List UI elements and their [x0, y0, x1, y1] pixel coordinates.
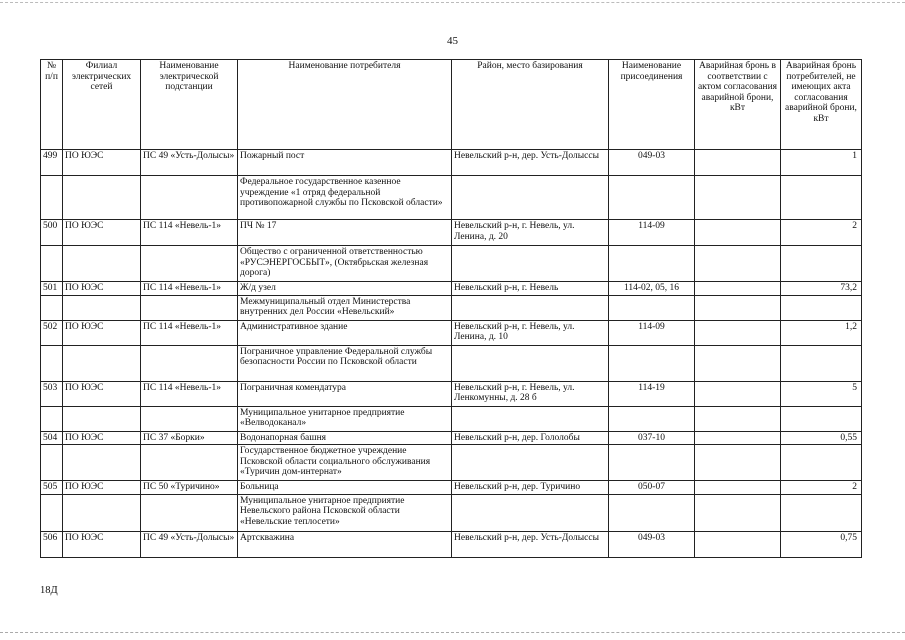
- cell-connection: 049-03: [609, 150, 695, 176]
- cell-reserve-act: [695, 295, 781, 320]
- table-row-organization: [41, 494, 862, 531]
- cell-reserve-act: [695, 481, 781, 495]
- cell-consumer: Пограничное управление Федеральной службы безопасности России по Псковской области: [238, 345, 452, 381]
- cell-substation: [141, 176, 238, 220]
- header-num: № п/п: [41, 60, 63, 150]
- cell-num: 499: [41, 150, 63, 176]
- cell-branch: ПО ЮЭС: [63, 320, 141, 345]
- cell-location: [452, 246, 609, 282]
- cell-substation: [141, 295, 238, 320]
- header-reserve-act: Аварийная бронь в соответствии с актом согласования аварийной брони, кВт: [695, 60, 781, 150]
- cell-consumer: Федеральное государственное казенное учреждение «1 отряд федеральной противопожарной службы по Псковской области»: [238, 176, 452, 220]
- cell-num: [41, 406, 63, 431]
- cell-branch: ПО ЮЭС: [63, 381, 141, 406]
- cell-reserve-act: [695, 150, 781, 176]
- cell-location: [452, 494, 609, 531]
- cell-location: Невельский р-н, г. Невель, ул. Ленина, д. 10: [452, 320, 609, 345]
- cell-branch: ПО ЮЭС: [63, 531, 141, 557]
- cell-num: [41, 345, 63, 381]
- cell-connection: 114-02, 05, 16: [609, 282, 695, 296]
- cell-connection: 037-10: [609, 431, 695, 445]
- cell-connection: [609, 406, 695, 431]
- cell-substation: ПС 114 «Невель-1»: [141, 220, 238, 246]
- cell-num: 503: [41, 381, 63, 406]
- cell-reserve-act: [695, 282, 781, 296]
- cell-reserve-act: [695, 494, 781, 531]
- cell-reserve-no-act: [781, 406, 862, 431]
- cell-consumer: Межмуниципальный отдел Министерства внутренних дел России «Невельский»: [238, 295, 452, 320]
- cell-num: 505: [41, 481, 63, 495]
- cell-substation: ПС 114 «Невель-1»: [141, 381, 238, 406]
- cell-consumer: Административное здание: [238, 320, 452, 345]
- cell-reserve-no-act: 0,55: [781, 431, 862, 445]
- cell-consumer: Ж/д узел: [238, 282, 452, 296]
- cell-num: 500: [41, 220, 63, 246]
- cell-location: [452, 406, 609, 431]
- cell-location: [452, 176, 609, 220]
- cell-reserve-act: [695, 320, 781, 345]
- cell-num: [41, 246, 63, 282]
- table-row: [41, 282, 862, 296]
- cell-branch: [63, 445, 141, 481]
- table-row: [41, 531, 862, 557]
- table-row-organization: [41, 406, 862, 431]
- cell-connection: [609, 246, 695, 282]
- cell-reserve-no-act: [781, 176, 862, 220]
- cell-reserve-act: [695, 345, 781, 381]
- cell-location: Невельский р-н, г. Невель, ул. Ленкомунны, д. 28 б: [452, 381, 609, 406]
- cell-reserve-no-act: 0,75: [781, 531, 862, 557]
- scan-bottom-edge: [0, 632, 905, 633]
- cell-consumer: Государственное бюджетное учреждение Псковской области социального обслуживания «Туричин дом-интернат»: [238, 445, 452, 481]
- cell-substation: [141, 406, 238, 431]
- cell-reserve-no-act: [781, 494, 862, 531]
- table-row: [41, 431, 862, 445]
- cell-num: 501: [41, 282, 63, 296]
- cell-reserve-act: [695, 246, 781, 282]
- cell-branch: [63, 246, 141, 282]
- cell-num: [41, 445, 63, 481]
- cell-num: 502: [41, 320, 63, 345]
- cell-num: [41, 176, 63, 220]
- table-row-organization: [41, 295, 862, 320]
- table-row-organization: [41, 345, 862, 381]
- header-substation: Наименование электрической подстанции: [141, 60, 238, 150]
- cell-connection: [609, 345, 695, 381]
- cell-connection: 049-03: [609, 531, 695, 557]
- cell-location: [452, 345, 609, 381]
- cell-substation: [141, 494, 238, 531]
- page-number: 45: [447, 35, 458, 47]
- table-row: [41, 150, 862, 176]
- cell-num: 504: [41, 431, 63, 445]
- cell-connection: 114-19: [609, 381, 695, 406]
- cell-connection: [609, 445, 695, 481]
- cell-substation: ПС 49 «Усть-Долысы»: [141, 150, 238, 176]
- cell-branch: ПО ЮЭС: [63, 431, 141, 445]
- header-reserve-no-act: Аварийная бронь потребителей, не имеющих акта согласования аварийной брони, кВт: [781, 60, 862, 150]
- header-consumer: Наименование потребителя: [238, 60, 452, 150]
- cell-substation: ПС 37 «Борки»: [141, 431, 238, 445]
- cell-reserve-act: [695, 381, 781, 406]
- cell-reserve-act: [695, 431, 781, 445]
- cell-consumer: Муниципальное унитарное предприятие «Велводоканал»: [238, 406, 452, 431]
- header-branch: Филиал электрических сетей: [63, 60, 141, 150]
- cell-connection: [609, 494, 695, 531]
- cell-substation: [141, 445, 238, 481]
- cell-branch: ПО ЮЭС: [63, 220, 141, 246]
- table-row: [41, 220, 862, 246]
- cell-connection: [609, 295, 695, 320]
- table-header-row: [41, 60, 862, 150]
- cell-reserve-no-act: [781, 345, 862, 381]
- header-location: Район, место базирования: [452, 60, 609, 150]
- cell-consumer: ПЧ № 17: [238, 220, 452, 246]
- cell-location: Невельский р-н, г. Невель, ул. Ленина, д. 20: [452, 220, 609, 246]
- header-connection: Наименование присоединения: [609, 60, 695, 150]
- cell-consumer: Общество с ограниченной ответственностью «РУСЭНЕРГОСБЫТ», (Октябрьская железная дорога): [238, 246, 452, 282]
- cell-num: [41, 494, 63, 531]
- cell-substation: [141, 345, 238, 381]
- cell-reserve-no-act: [781, 445, 862, 481]
- cell-location: [452, 445, 609, 481]
- cell-consumer: Водонапорная башня: [238, 431, 452, 445]
- cell-location: Невельский р-н, дер. Туричино: [452, 481, 609, 495]
- cell-branch: [63, 295, 141, 320]
- cell-consumer: Пожарный пост: [238, 150, 452, 176]
- footer-code: 18Д: [40, 585, 58, 596]
- cell-connection: 114-09: [609, 220, 695, 246]
- cell-connection: 050-07: [609, 481, 695, 495]
- table-row-organization: [41, 246, 862, 282]
- cell-reserve-act: [695, 406, 781, 431]
- cell-location: Невельский р-н, дер. Гололобы: [452, 431, 609, 445]
- cell-consumer: Больница: [238, 481, 452, 495]
- cell-reserve-no-act: 2: [781, 220, 862, 246]
- cell-location: Невельский р-н, дер. Усть-Долыссы: [452, 531, 609, 557]
- cell-consumer: Пограничная комендатура: [238, 381, 452, 406]
- table-row-organization: [41, 445, 862, 481]
- cell-consumer: Артскважина: [238, 531, 452, 557]
- cell-branch: ПО ЮЭС: [63, 282, 141, 296]
- cell-consumer: Муниципальное унитарное предприятие Невельского района Псковской области «Невельские теплосети»: [238, 494, 452, 531]
- cell-location: [452, 295, 609, 320]
- cell-reserve-no-act: [781, 295, 862, 320]
- cell-substation: ПС 49 «Усть-Долысы»: [141, 531, 238, 557]
- table-row: [41, 320, 862, 345]
- cell-reserve-act: [695, 220, 781, 246]
- cell-reserve-act: [695, 176, 781, 220]
- cell-reserve-act: [695, 531, 781, 557]
- cell-substation: ПС 114 «Невель-1»: [141, 320, 238, 345]
- cell-reserve-no-act: 2: [781, 481, 862, 495]
- cell-reserve-no-act: 73,2: [781, 282, 862, 296]
- cell-reserve-no-act: 5: [781, 381, 862, 406]
- cell-connection: 114-09: [609, 320, 695, 345]
- cell-branch: ПО ЮЭС: [63, 150, 141, 176]
- table-row: [41, 481, 862, 495]
- table-row-organization: [41, 176, 862, 220]
- cell-reserve-no-act: [781, 246, 862, 282]
- reserve-table: [40, 59, 862, 558]
- cell-branch: [63, 406, 141, 431]
- cell-location: Невельский р-н, г. Невель: [452, 282, 609, 296]
- cell-branch: [63, 494, 141, 531]
- cell-num: 506: [41, 531, 63, 557]
- cell-num: [41, 295, 63, 320]
- cell-branch: ПО ЮЭС: [63, 481, 141, 495]
- cell-reserve-no-act: 1,2: [781, 320, 862, 345]
- cell-reserve-no-act: 1: [781, 150, 862, 176]
- scan-top-edge: [0, 2, 905, 3]
- table-row: [41, 381, 862, 406]
- cell-substation: [141, 246, 238, 282]
- cell-reserve-act: [695, 445, 781, 481]
- cell-location: Невельский р-н, дер. Усть-Долыссы: [452, 150, 609, 176]
- cell-branch: [63, 176, 141, 220]
- cell-connection: [609, 176, 695, 220]
- cell-substation: ПС 50 «Туричино»: [141, 481, 238, 495]
- cell-substation: ПС 114 «Невель-1»: [141, 282, 238, 296]
- cell-branch: [63, 345, 141, 381]
